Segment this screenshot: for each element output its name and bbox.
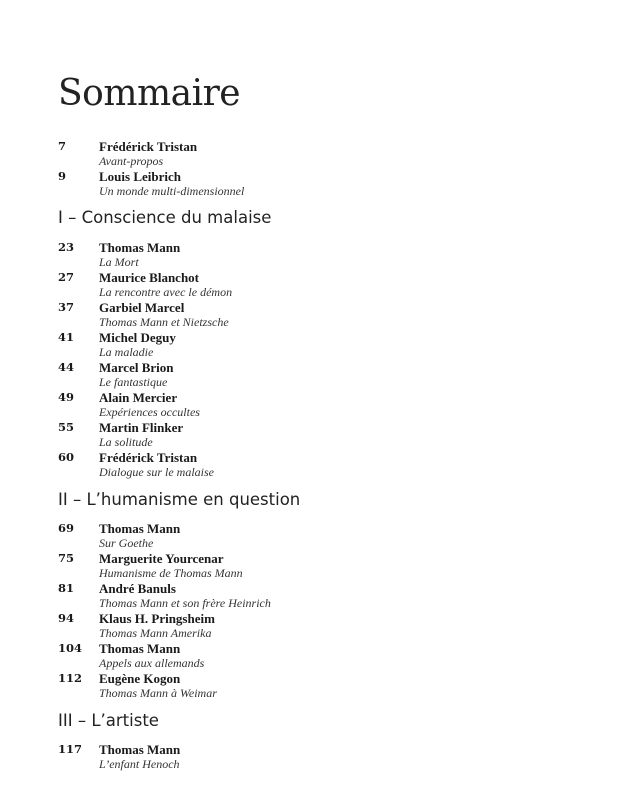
entry-author: André Banuls	[99, 581, 176, 596]
page-number: 44	[58, 360, 75, 374]
toc-entry	[58, 551, 578, 581]
entry-author: Martin Flinker	[99, 420, 184, 435]
entry-author: Marcel Brion	[99, 360, 174, 375]
entry-author: Frédérick Tristan	[99, 139, 198, 154]
entry-author: Maurice Blanchot	[99, 270, 200, 285]
toc-entry	[58, 240, 578, 270]
toc-entry	[58, 420, 578, 450]
page-number: 9	[58, 169, 67, 183]
page-number: 7	[58, 139, 67, 153]
page-number: 69	[58, 521, 75, 535]
page-number: 104	[58, 641, 83, 655]
section-heading: I – Conscience du malaise	[58, 208, 272, 227]
entry-author: Thomas Mann	[99, 521, 181, 536]
toc-entry	[58, 581, 578, 611]
toc-entry	[58, 641, 578, 671]
entry-title: La maladie	[99, 345, 154, 359]
page-number: 112	[58, 671, 83, 685]
page-number: 81	[58, 581, 75, 595]
entry-author: Frédérick Tristan	[99, 450, 198, 465]
entry-author: Klaus H. Pringsheim	[99, 611, 215, 626]
entry-title: Thomas Mann et Nietzsche	[99, 315, 229, 329]
page-number: 60	[58, 450, 75, 464]
entry-title: Avant-propos	[99, 154, 164, 168]
toc-entry	[58, 169, 578, 199]
page-number: 27	[58, 270, 75, 284]
page-number: 49	[58, 390, 75, 404]
entry-title: Un monde multi-dimensionnel	[99, 184, 245, 198]
entry-author: Louis Leibrich	[99, 169, 181, 184]
entry-author: Alain Mercier	[99, 390, 178, 405]
entry-author: Thomas Mann	[99, 641, 181, 656]
entry-title: L’enfant Henoch	[99, 757, 180, 771]
toc-entry	[58, 300, 578, 330]
entry-author: Michel Deguy	[99, 330, 176, 345]
toc-entry	[58, 671, 578, 701]
toc-entry	[58, 521, 578, 551]
page-number: 117	[58, 742, 83, 756]
entry-author: Thomas Mann	[99, 240, 181, 255]
entry-title: Dialogue sur le malaise	[99, 465, 214, 479]
page-number: 23	[58, 240, 75, 254]
entry-title: La solitude	[99, 435, 153, 449]
entry-title: Thomas Mann et son frère Heinrich	[99, 596, 271, 610]
entry-title: Thomas Mann Amerika	[99, 626, 212, 640]
page-title: Sommaire	[58, 73, 241, 114]
toc-entry	[58, 360, 578, 390]
page-number: 37	[58, 300, 75, 314]
entry-title: Sur Goethe	[99, 536, 154, 550]
toc-entry	[58, 390, 578, 420]
page-number: 75	[58, 551, 75, 565]
entry-title: Le fantastique	[99, 375, 168, 389]
page-number: 94	[58, 611, 75, 625]
section-heading: III – L’artiste	[58, 711, 159, 730]
toc-entry	[58, 270, 578, 300]
entry-title: Expériences occultes	[99, 405, 200, 419]
entry-author: Thomas Mann	[99, 742, 181, 757]
entry-title: La Mort	[99, 255, 139, 269]
toc-entry	[58, 611, 578, 641]
entry-author: Marguerite Yourcenar	[99, 551, 224, 566]
page-number: 41	[58, 330, 75, 344]
toc-entry	[58, 330, 578, 360]
page-number: 55	[58, 420, 75, 434]
toc-entry	[58, 450, 578, 480]
entry-title: Humanisme de Thomas Mann	[99, 566, 243, 580]
entry-author: Garbiel Marcel	[99, 300, 185, 315]
toc-entry	[58, 742, 578, 772]
entry-author: Eugène Kogon	[99, 671, 181, 686]
entry-title: Appels aux allemands	[99, 656, 205, 670]
entry-title: La rencontre avec le démon	[99, 285, 233, 299]
section-heading: II – L’humanisme en question	[58, 490, 301, 509]
entry-title: Thomas Mann à Weimar	[99, 686, 217, 700]
toc-entry	[58, 139, 578, 169]
